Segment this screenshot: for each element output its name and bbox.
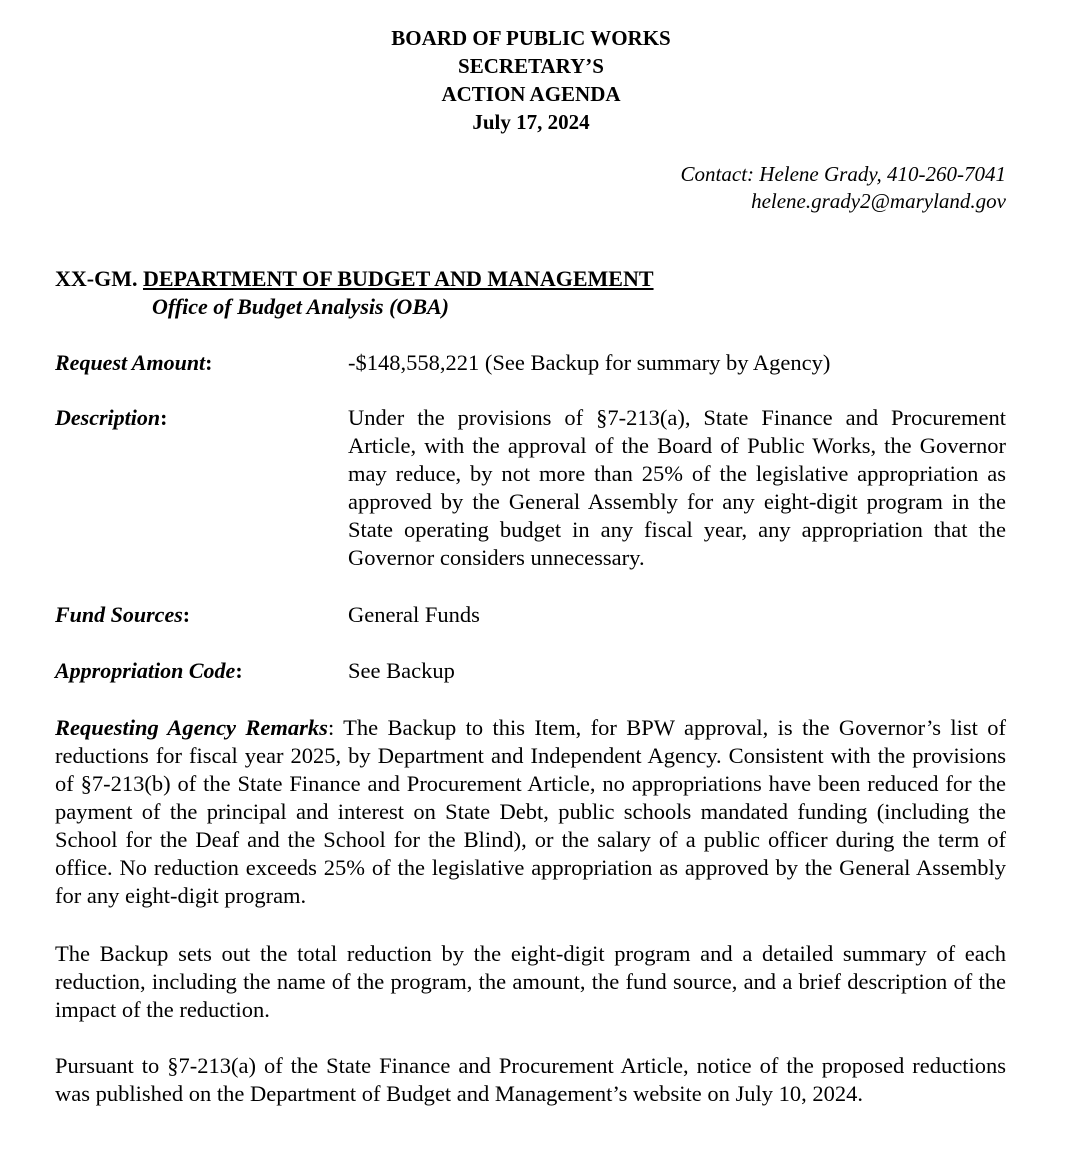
board-title: BOARD OF PUBLIC WORKS <box>391 26 671 50</box>
contact-name-phone: Contact: Helene Grady, 410-260-7041 <box>680 162 1006 186</box>
fund-sources-label-text: Fund Sources <box>55 602 183 627</box>
agenda-date: July 17, 2024 <box>472 110 590 134</box>
appropriation-code-colon: : <box>235 658 243 683</box>
description-value: Under the provisions of §7-213(a), State Finance and Procurement Article, with the approval of the Board of Public Works, the Governor may reduce, by not more than 25% of the legislative appropriation as approved by the General Assembly for any eight-digit program in the State operating budget in any fiscal year, any appropriation that the Governor considers unnecessary. <box>348 405 1006 570</box>
agency-remarks-text: : The Backup to this Item, for BPW approval, is the Governor’s list of reductions for fiscal year 2025, by Department and Independent Agency. Consistent with the provisions of §7-213(b) of the State Finance and Procurement Article, no appropriations have been reduced for the payment of the principal and interest on State Debt, public schools mandated funding (including the School for the Deaf and the School for the Blind), or the salary of a public officer during the term of office. No reduction exceeds 25% of the legislative appropriation as approved by the General Assembly for any eight-digit program. <box>55 715 1007 908</box>
agency-remarks-lead: Requesting Agency Remarks <box>55 715 328 740</box>
contact-email: helene.grady2@maryland.gov <box>751 189 1006 213</box>
request-amount-label <box>55 349 213 377</box>
fund-sources-label <box>55 601 190 629</box>
fund-sources-colon: : <box>182 602 191 627</box>
secretary-title: SECRETARY’S <box>458 54 604 78</box>
agency-remarks-paragraph <box>55 714 1006 910</box>
agenda-header <box>0 24 1062 136</box>
description-colon: : <box>160 405 168 430</box>
appropriation-code-label <box>55 657 243 685</box>
department-name: DEPARTMENT OF BUDGET AND MANAGEMENT <box>142 266 654 291</box>
request-amount-label-text: Request Amount <box>55 350 206 375</box>
backup-paragraph: The Backup sets out the total reduction by the eight-digit program and a detailed summary of each reduction, including the name of the program, the amount, the fund source, and a brief description of the impact of the reduction. <box>55 941 1006 1022</box>
appropriation-code-value: See Backup <box>348 658 455 683</box>
office-name: Office of Budget Analysis (OBA) <box>152 294 449 319</box>
agenda-title: ACTION AGENDA <box>441 82 621 106</box>
request-amount-value: -$148,558,221 (See Backup for summary by Agency) <box>348 350 831 375</box>
request-amount-colon: : <box>205 350 213 375</box>
description-label <box>55 404 167 432</box>
description-label-text: Description <box>55 405 161 430</box>
item-number: XX-GM. <box>55 266 138 291</box>
fund-sources-value: General Funds <box>348 602 480 627</box>
notice-paragraph: Pursuant to §7-213(a) of the State Finance and Procurement Article, notice of the proposed reductions was published on the Department of Budget and Management’s website on July 10, 2024. <box>55 1053 1006 1106</box>
appropriation-code-label-text: Appropriation Code <box>55 658 236 683</box>
contact-block <box>681 161 1006 215</box>
item-heading <box>55 265 654 293</box>
